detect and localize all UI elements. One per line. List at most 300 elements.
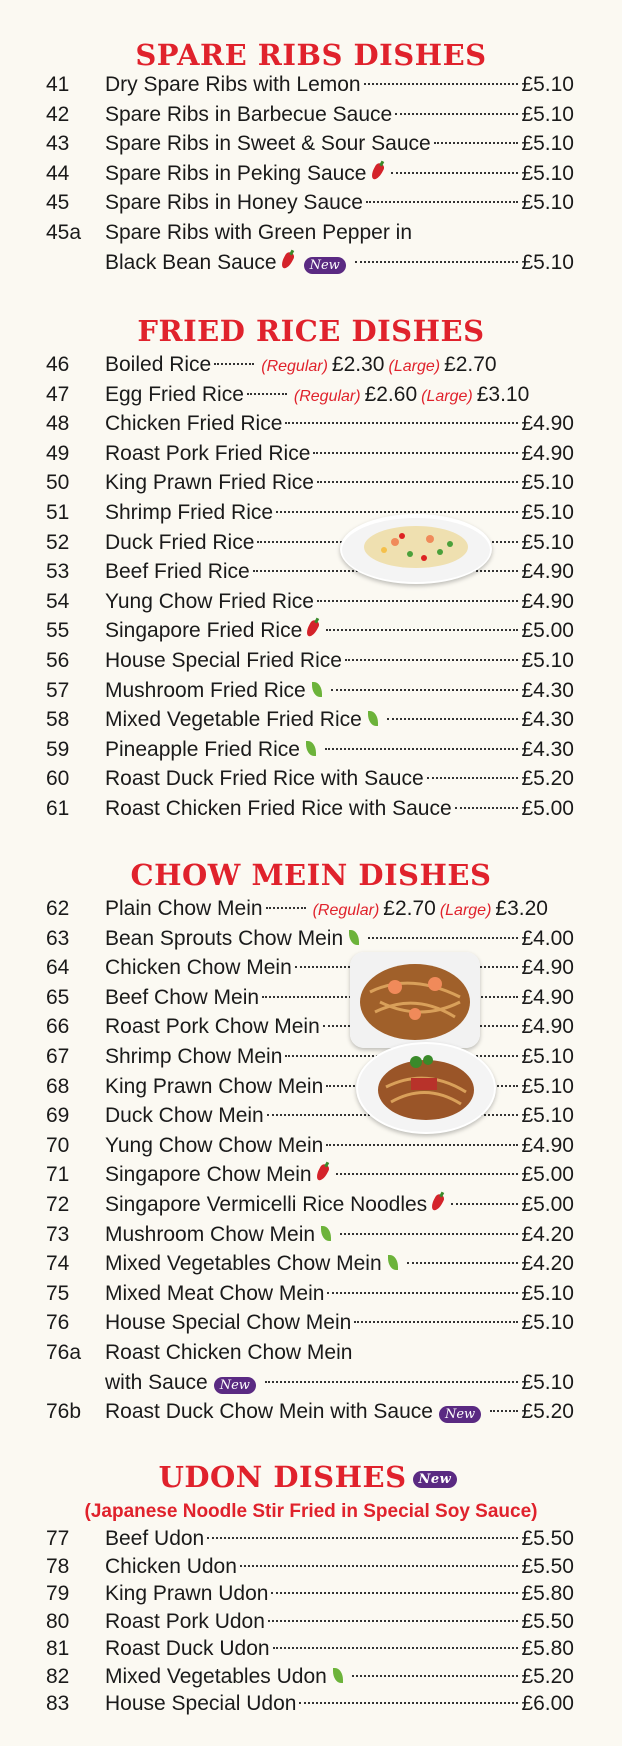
item-number: 48 xyxy=(46,412,70,436)
item-price: £4.90 xyxy=(521,985,574,1009)
item-line xyxy=(105,794,574,824)
item-name: Shrimp Chow Mein xyxy=(105,1045,283,1068)
item-price: £5.10 xyxy=(521,649,574,672)
menu-item-row xyxy=(0,557,622,587)
dot-leader xyxy=(327,1292,518,1294)
menu-item-row xyxy=(0,188,622,218)
item-price: £5.00 xyxy=(521,1193,574,1216)
item-name: Yung Chow Fried Rice xyxy=(105,589,314,613)
item-line xyxy=(105,1160,574,1190)
item-price: £5.10 xyxy=(521,250,574,274)
item-number: 60 xyxy=(46,767,70,791)
item-name: House Special Udon xyxy=(105,1692,297,1715)
item-price: £5.10 xyxy=(521,73,574,96)
dot-leader xyxy=(240,1565,519,1567)
menu-item-row xyxy=(0,1689,622,1719)
leaf-icon xyxy=(321,1226,331,1241)
item-price: £4.30 xyxy=(521,708,574,732)
item-line xyxy=(105,1662,574,1692)
item-name: Mixed Vegetables Udon xyxy=(105,1664,327,1688)
item-name: Chicken Fried Rice xyxy=(105,412,283,436)
item-price: £4.90 xyxy=(521,589,574,613)
menu-item-row xyxy=(0,646,622,676)
item-line xyxy=(105,159,574,189)
item-line xyxy=(105,380,574,412)
item-price: £4.90 xyxy=(521,1015,574,1039)
item-name: Roast Duck Fried Rice with Sauce xyxy=(105,767,424,791)
menu-item-row xyxy=(0,705,622,735)
item-price: £5.80 xyxy=(521,1637,574,1660)
item-line xyxy=(105,1220,574,1250)
regular-price: £2.60 xyxy=(364,382,418,406)
dot-leader xyxy=(336,1173,519,1175)
item-price: £5.10 xyxy=(521,1311,574,1335)
item-name: Roast Pork Chow Mein xyxy=(105,1015,320,1039)
item-name: Duck Fried Rice xyxy=(105,530,255,554)
menu-item-row xyxy=(0,1279,622,1309)
item-price: £5.10 xyxy=(521,102,574,126)
menu-item-row xyxy=(0,924,622,954)
item-line xyxy=(105,557,574,587)
item-number: 51 xyxy=(46,501,70,524)
item-number: 58 xyxy=(46,708,70,732)
dot-leader xyxy=(366,201,518,203)
dot-leader xyxy=(355,261,519,263)
dot-leader xyxy=(326,629,518,631)
item-price: £5.00 xyxy=(521,1163,574,1187)
dot-leader xyxy=(313,452,518,454)
item-name: Bean Sprouts Chow Mein xyxy=(105,926,344,950)
item-number: 78 xyxy=(46,1554,70,1578)
item-price: £4.20 xyxy=(521,1252,574,1276)
item-name-line1: Spare Ribs with Green Pepper in xyxy=(105,221,412,244)
item-number: 74 xyxy=(46,1252,70,1276)
item-name: House Special Chow Mein xyxy=(105,1311,352,1335)
menu-item-row xyxy=(0,1131,622,1161)
item-price: £4.30 xyxy=(521,678,574,702)
item-number: 57 xyxy=(46,678,70,702)
regular-price: £2.30 xyxy=(331,353,385,376)
chow-mein-photo-2 xyxy=(356,1042,496,1134)
dot-leader xyxy=(354,1321,518,1323)
dot-leader xyxy=(345,659,519,661)
dot-leader xyxy=(247,393,287,395)
menu-item-row xyxy=(0,1397,622,1427)
menu-item-row xyxy=(0,587,622,617)
item-price: £5.20 xyxy=(521,767,574,791)
leaf-icon xyxy=(388,1255,398,1270)
item-number: 71 xyxy=(46,1163,70,1187)
item-name: with Sauce xyxy=(105,1370,208,1394)
item-price: £6.00 xyxy=(521,1692,574,1715)
item-number: 63 xyxy=(46,926,70,950)
item-name: Chicken Udon xyxy=(105,1554,237,1578)
item-line xyxy=(105,439,574,469)
item-price: £5.10 xyxy=(521,1104,574,1128)
dot-leader xyxy=(352,1675,519,1677)
menu-item-row xyxy=(0,1308,622,1338)
item-name: Mixed Vegetables Chow Mein xyxy=(105,1252,382,1276)
item-price: £3.10 xyxy=(476,382,530,406)
menu-item-row xyxy=(0,1160,622,1190)
item-price: £5.00 xyxy=(521,619,574,643)
item-line xyxy=(105,468,574,498)
item-line xyxy=(105,498,574,528)
item-line xyxy=(105,1072,574,1102)
item-number: 42 xyxy=(46,102,70,126)
menu-item-row xyxy=(0,159,622,189)
dot-leader xyxy=(271,1592,518,1594)
item-name: Boiled Rice xyxy=(105,353,212,376)
large-label: (Large) xyxy=(388,358,441,375)
item-name: Roast Duck Udon xyxy=(105,1637,270,1660)
item-price: £5.50 xyxy=(521,1554,574,1578)
item-name: Singapore Chow Mein xyxy=(105,1163,312,1187)
item-number: 69 xyxy=(46,1104,70,1128)
item-number: 79 xyxy=(46,1582,70,1605)
item-number: 45 xyxy=(46,191,70,215)
item-name: King Prawn Udon xyxy=(105,1582,269,1605)
item-line xyxy=(105,1308,574,1338)
item-name: Mixed Vegetable Fried Rice xyxy=(105,708,362,732)
dot-leader xyxy=(214,363,254,365)
dot-leader xyxy=(451,1203,518,1205)
item-number: 64 xyxy=(46,956,70,980)
item-number: 55 xyxy=(46,619,70,643)
new-badge: New xyxy=(413,1471,458,1488)
menu-item-row xyxy=(0,1634,622,1664)
item-number: 82 xyxy=(46,1664,70,1688)
item-line xyxy=(105,350,574,382)
item-number: 50 xyxy=(46,471,70,495)
dot-leader xyxy=(391,172,519,174)
section-title-spare-ribs: SPARE RIBS DISHES xyxy=(135,38,487,72)
item-line xyxy=(105,248,574,278)
dot-leader xyxy=(407,1262,519,1264)
item-line xyxy=(105,764,574,794)
menu-item-row xyxy=(0,1042,622,1072)
leaf-icon xyxy=(368,711,378,726)
item-line xyxy=(105,1190,574,1220)
item-price: £3.20 xyxy=(495,897,548,920)
item-name: Pineapple Fried Rice xyxy=(105,737,300,761)
menu-item-row xyxy=(0,70,622,100)
item-number: 43 xyxy=(46,132,70,156)
menu-item-row xyxy=(0,1249,622,1279)
chili-icon xyxy=(305,619,321,638)
menu-item-row xyxy=(0,1607,622,1637)
item-line xyxy=(105,705,574,735)
menu-item-row xyxy=(0,218,622,248)
item-number: 62 xyxy=(46,897,70,920)
item-line xyxy=(105,70,574,100)
item-price: £5.50 xyxy=(521,1527,574,1550)
menu-item-row xyxy=(0,468,622,498)
menu-item-row xyxy=(0,350,622,380)
item-price: £5.10 xyxy=(521,471,574,495)
menu-item-row xyxy=(0,1072,622,1102)
new-badge: New xyxy=(214,1377,256,1394)
item-number: 56 xyxy=(46,649,70,672)
regular-label: (Regular) xyxy=(312,902,380,919)
leaf-icon xyxy=(306,741,316,756)
item-name: Singapore Vermicelli Rice Noodles xyxy=(105,1193,428,1216)
item-line xyxy=(105,409,574,439)
item-name: Mushroom Chow Mein xyxy=(105,1222,316,1246)
dot-leader xyxy=(387,718,519,720)
item-price: £4.90 xyxy=(521,441,574,465)
menu-item-row xyxy=(0,735,622,765)
dot-leader xyxy=(266,907,306,909)
item-number: 67 xyxy=(46,1045,70,1068)
section-title-fried-rice: FRIED RICE DISHES xyxy=(137,314,485,348)
dot-leader xyxy=(340,1233,518,1235)
item-price: £5.10 xyxy=(521,501,574,524)
large-label: (Large) xyxy=(421,387,473,405)
menu-item-row xyxy=(0,1552,622,1582)
item-price: £4.90 xyxy=(521,412,574,436)
menu-item-row xyxy=(0,100,622,130)
item-number: 72 xyxy=(46,1193,70,1216)
chili-icon xyxy=(430,1193,446,1212)
menu-item-row xyxy=(0,528,622,558)
item-line xyxy=(105,1249,574,1279)
dot-leader xyxy=(395,113,518,115)
item-number: 68 xyxy=(46,1074,70,1098)
item-price: £5.20 xyxy=(521,1664,574,1688)
item-name: King Prawn Chow Mein xyxy=(105,1074,324,1098)
dot-leader xyxy=(434,142,519,144)
leaf-icon xyxy=(333,1668,343,1683)
dot-leader xyxy=(368,937,518,939)
menu-item-row xyxy=(0,1190,622,1220)
item-number: 59 xyxy=(46,737,70,761)
item-line xyxy=(105,1689,574,1719)
item-name: Spare Ribs in Sweet & Sour Sauce xyxy=(105,132,431,156)
dot-leader xyxy=(285,422,518,424)
regular-label: (Regular) xyxy=(261,358,328,375)
menu-item-row xyxy=(0,1662,622,1692)
chili-icon xyxy=(279,250,295,269)
item-number: 80 xyxy=(46,1609,70,1633)
item-line xyxy=(105,616,574,646)
dot-leader xyxy=(325,748,519,750)
item-line xyxy=(105,735,574,765)
item-number: 46 xyxy=(46,353,70,376)
item-number: 66 xyxy=(46,1015,70,1039)
dot-leader xyxy=(326,1144,518,1146)
item-number: 76 xyxy=(46,1311,70,1335)
dot-leader xyxy=(455,807,519,809)
item-price: £5.80 xyxy=(521,1582,574,1605)
dot-leader xyxy=(265,1381,519,1383)
item-name: Roast Pork Fried Rice xyxy=(105,441,311,465)
item-line xyxy=(105,587,574,617)
dot-leader xyxy=(317,600,519,602)
item-price: £5.10 xyxy=(521,161,574,185)
item-line xyxy=(105,1634,574,1664)
item-line xyxy=(105,1552,574,1582)
item-price: £5.10 xyxy=(521,1074,574,1098)
menu-item-row xyxy=(0,983,622,1013)
item-number: 65 xyxy=(46,985,70,1009)
menu-item-row xyxy=(0,616,622,646)
dot-leader xyxy=(317,481,519,483)
chili-icon xyxy=(369,162,385,181)
item-price: £2.70 xyxy=(444,353,497,376)
item-name: Spare Ribs in Barbecue Sauce xyxy=(105,102,393,126)
menu-item-row xyxy=(0,1579,622,1609)
chili-icon xyxy=(314,1163,330,1182)
item-price: £5.10 xyxy=(521,530,574,554)
item-number: 54 xyxy=(46,589,70,613)
menu-item-row xyxy=(0,1368,622,1398)
menu-item-row xyxy=(0,764,622,794)
item-price: £4.30 xyxy=(521,737,574,761)
item-line xyxy=(105,1012,574,1042)
item-name: Spare Ribs in Honey Sauce xyxy=(105,191,363,215)
item-line xyxy=(105,1131,574,1161)
item-line xyxy=(105,1607,574,1637)
item-name: Duck Chow Mein xyxy=(105,1104,264,1128)
item-number: 52 xyxy=(46,530,70,554)
item-name: Mixed Meat Chow Mein xyxy=(105,1281,325,1305)
item-number: 61 xyxy=(46,797,70,820)
dot-leader xyxy=(276,511,518,513)
large-label: (Large) xyxy=(439,902,492,919)
item-price: £5.00 xyxy=(521,797,574,820)
chow-mein-photo-1 xyxy=(350,952,480,1048)
new-badge: New xyxy=(304,257,346,274)
section-title-udon xyxy=(0,1460,622,1494)
item-price: £5.50 xyxy=(521,1609,574,1633)
menu-item-row xyxy=(0,129,622,159)
item-number: 53 xyxy=(46,560,70,584)
item-name: Roast Duck Chow Mein with Sauce xyxy=(105,1400,433,1424)
item-price: £5.10 xyxy=(521,191,574,215)
dot-leader xyxy=(427,777,519,779)
item-line xyxy=(105,1101,574,1131)
item-price: £4.90 xyxy=(521,956,574,980)
dot-leader xyxy=(331,689,519,691)
item-name-line1: Roast Chicken Chow Mein xyxy=(105,1341,353,1364)
new-badge: New xyxy=(439,1406,481,1423)
regular-label: (Regular) xyxy=(293,387,361,405)
item-number: 47 xyxy=(46,382,70,406)
menu-item-row xyxy=(0,1012,622,1042)
item-number: 41 xyxy=(46,73,70,96)
udon-subtitle: (Japanese Noodle Stir Fried in Special Soy Sauce) xyxy=(84,1501,538,1522)
item-name: Yung Chow Chow Mein xyxy=(105,1133,324,1157)
item-price: £5.10 xyxy=(521,132,574,156)
item-line xyxy=(105,528,574,558)
item-name: Chicken Chow Mein xyxy=(105,956,292,980)
fried-rice-photo xyxy=(340,514,492,584)
udon-title-text: UDON DISHES xyxy=(158,1460,407,1494)
item-name: Spare Ribs in Peking Sauce xyxy=(105,161,367,185)
item-price: £4.90 xyxy=(521,560,574,584)
item-name: House Special Fried Rice xyxy=(105,649,342,672)
menu-item-row xyxy=(0,380,622,410)
item-line xyxy=(105,1397,574,1427)
item-name: King Prawn Fried Rice xyxy=(105,471,314,495)
item-name: Dry Spare Ribs with Lemon xyxy=(105,73,361,96)
regular-price: £2.70 xyxy=(383,897,436,920)
dot-leader xyxy=(273,1647,519,1649)
item-name: Singapore Fried Rice xyxy=(105,619,303,643)
dot-leader xyxy=(299,1702,518,1704)
item-number: 44 xyxy=(46,161,70,185)
item-price: £5.10 xyxy=(521,1281,574,1305)
dot-leader xyxy=(364,83,519,85)
item-line xyxy=(105,676,574,706)
menu-item-row xyxy=(0,439,622,469)
menu-item-row xyxy=(0,1101,622,1131)
item-name: Egg Fried Rice xyxy=(105,382,244,406)
item-line xyxy=(105,1279,574,1309)
item-line xyxy=(105,188,574,218)
item-line xyxy=(105,1042,574,1072)
item-line xyxy=(105,1579,574,1609)
item-name: Black Bean Sauce xyxy=(105,250,277,274)
item-number: 73 xyxy=(46,1222,70,1246)
item-number: 76a xyxy=(46,1341,82,1364)
menu-item-row xyxy=(0,794,622,824)
menu-item-row xyxy=(0,409,622,439)
menu-item-row xyxy=(0,1220,622,1250)
menu-item-row xyxy=(0,248,622,278)
menu-item-row xyxy=(0,894,622,924)
item-price: £5.10 xyxy=(521,1370,574,1394)
item-number: 81 xyxy=(46,1637,70,1660)
item-price: £5.20 xyxy=(521,1400,574,1424)
menu-item-row xyxy=(0,1338,622,1368)
item-price: £4.00 xyxy=(521,926,574,950)
item-line xyxy=(105,646,574,676)
item-number: 76b xyxy=(46,1400,82,1424)
item-line xyxy=(105,924,574,954)
item-number: 70 xyxy=(46,1133,70,1157)
item-price: £4.20 xyxy=(521,1222,574,1246)
item-number: 83 xyxy=(46,1692,70,1715)
item-number: 45a xyxy=(46,221,82,244)
item-line xyxy=(105,983,574,1013)
leaf-icon xyxy=(349,930,359,945)
item-name: Roast Pork Udon xyxy=(105,1609,265,1633)
menu-item-row xyxy=(0,953,622,983)
item-name: Mushroom Fried Rice xyxy=(105,678,306,702)
menu-item-row xyxy=(0,1524,622,1554)
item-name: Beef Fried Rice xyxy=(105,560,250,584)
menu-item-row xyxy=(0,676,622,706)
item-line xyxy=(105,894,574,926)
item-name: Plain Chow Mein xyxy=(105,897,263,920)
item-line xyxy=(105,1524,574,1554)
item-line xyxy=(105,129,574,159)
item-price: £4.90 xyxy=(521,1133,574,1157)
item-line xyxy=(105,953,574,983)
dot-leader xyxy=(490,1410,518,1412)
item-line xyxy=(105,100,574,130)
item-name: Roast Chicken Fried Rice with Sauce xyxy=(105,797,452,820)
item-number: 75 xyxy=(46,1281,70,1305)
item-price: £5.10 xyxy=(521,1045,574,1068)
item-line xyxy=(105,1368,574,1398)
item-number: 77 xyxy=(46,1527,70,1550)
menu-item-row xyxy=(0,498,622,528)
section-title-chow-mein: CHOW MEIN DISHES xyxy=(130,858,492,892)
item-name: Beef Chow Mein xyxy=(105,985,260,1009)
